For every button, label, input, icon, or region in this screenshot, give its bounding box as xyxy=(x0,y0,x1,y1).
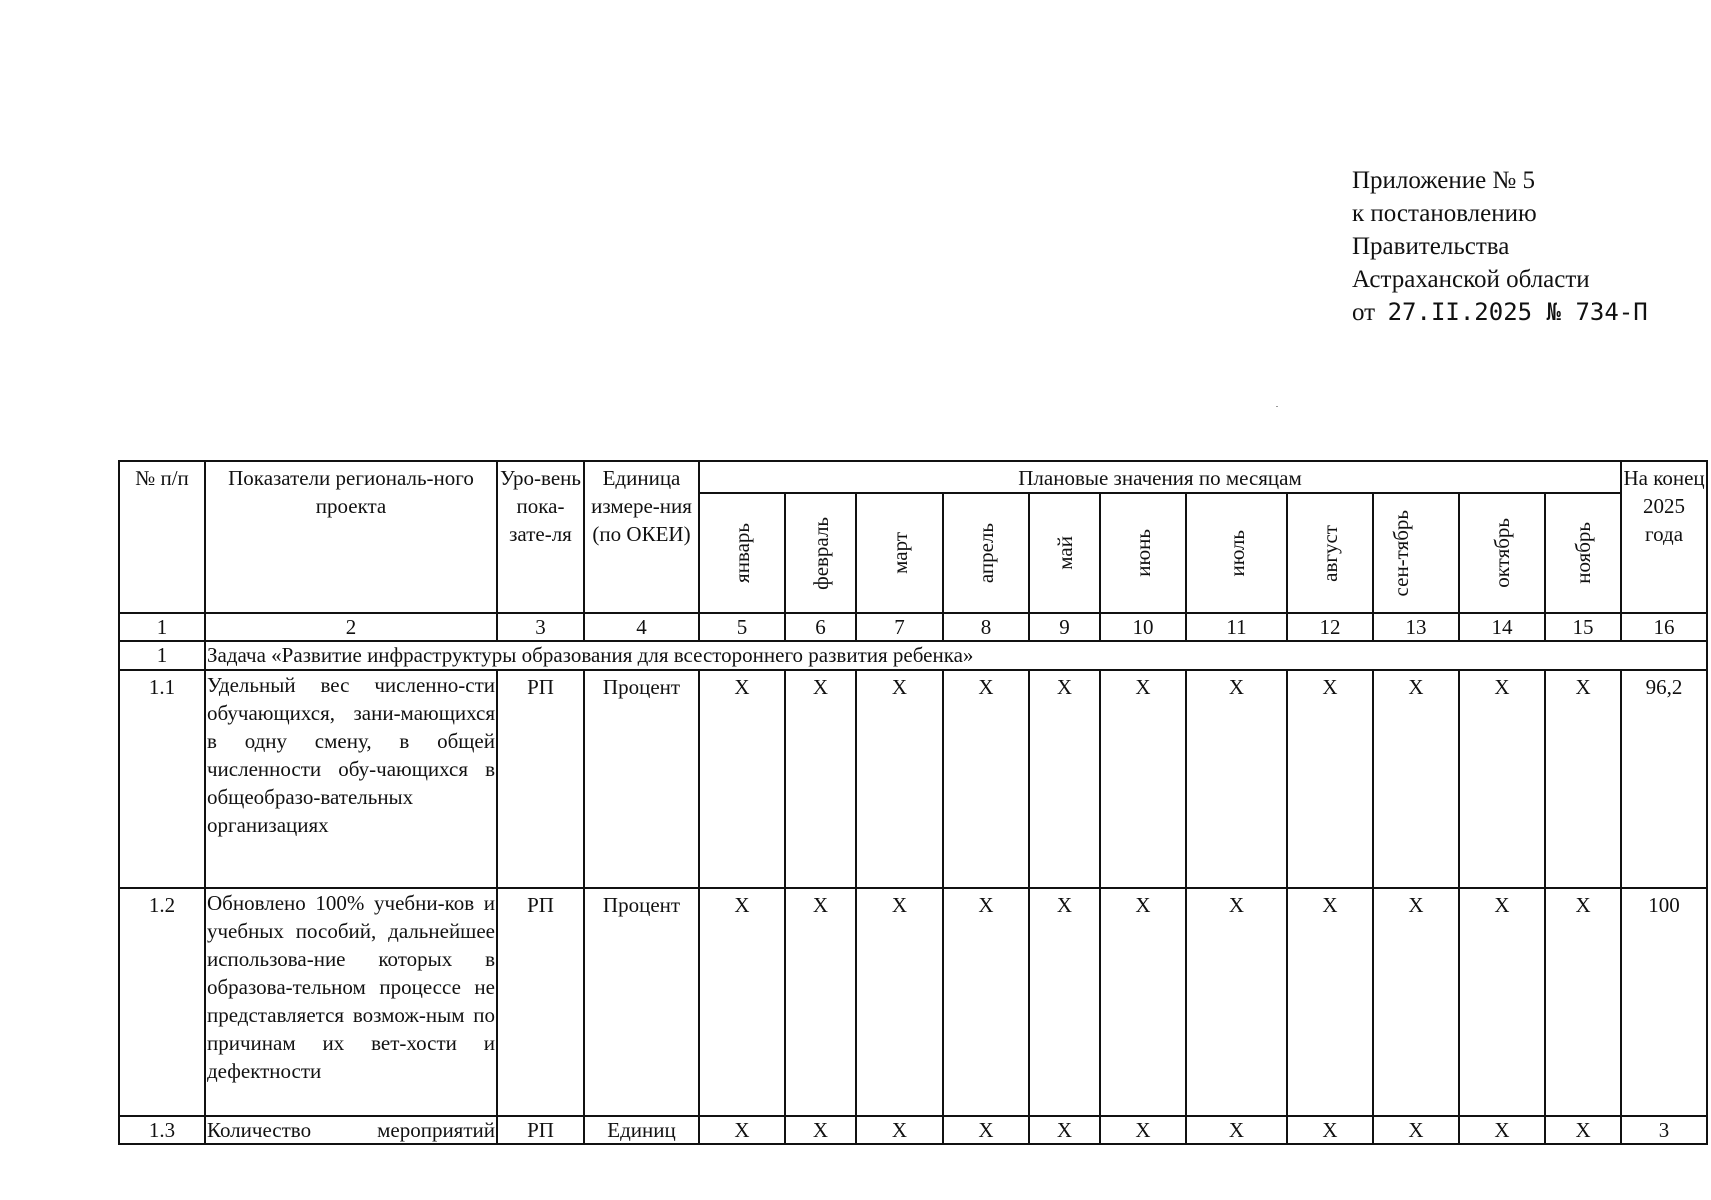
row-month-value: X xyxy=(1459,1116,1545,1144)
row-month-value: X xyxy=(1545,1116,1621,1144)
column-number: 10 xyxy=(1100,613,1186,641)
row-month-value: X xyxy=(943,1116,1029,1144)
row-month-value: X xyxy=(1287,888,1373,1116)
row-indicator: Количество мероприятий xyxy=(207,1118,495,1142)
row-end-value: 100 xyxy=(1621,888,1707,1116)
column-number: 14 xyxy=(1459,613,1545,641)
appendix-resolution: к постановлению xyxy=(1352,200,1537,227)
month-header xyxy=(1100,493,1186,613)
row-level: РП xyxy=(497,670,584,888)
column-number: 13 xyxy=(1373,613,1459,641)
month-label: октябрь xyxy=(1490,518,1514,588)
date-stamp: 27.II.2025 № 734-П xyxy=(1387,298,1648,326)
header-unit: Единица измере-ния (по ОКЕИ) xyxy=(584,461,699,613)
row-month-value: X xyxy=(1373,670,1459,888)
row-indicator: Удельный вес численно-сти обучающихся, зани-мающихся в одну смену, в общей численности обу-чающихся в общеобразо-вательных организациях xyxy=(205,670,497,888)
month-header xyxy=(1029,493,1100,613)
month-label: февраль xyxy=(808,516,833,590)
row-month-value: X xyxy=(1186,888,1287,1116)
row-month-value: X xyxy=(856,1116,943,1144)
month-header xyxy=(1545,493,1621,613)
date-prefix: от xyxy=(1352,299,1376,326)
scan-speck xyxy=(1276,406,1278,407)
table-row xyxy=(119,888,1707,1116)
month-header xyxy=(1186,493,1287,613)
month-header xyxy=(699,493,785,613)
appendix-government: Правительства xyxy=(1352,233,1510,260)
row-month-value: X xyxy=(1186,1116,1287,1144)
column-number: 1 xyxy=(119,613,205,641)
column-number: 7 xyxy=(856,613,943,641)
month-header xyxy=(785,493,856,613)
row-month-value: X xyxy=(699,670,785,888)
month-label: ноябрь xyxy=(1571,522,1596,584)
row-num: 1.3 xyxy=(119,1116,205,1144)
header-row-top xyxy=(119,461,1707,493)
row-month-value: X xyxy=(1373,1116,1459,1144)
appendix-date-line xyxy=(1352,296,1648,329)
row-num: 1.2 xyxy=(119,888,205,1116)
row-level: РП xyxy=(497,888,584,1116)
row-month-value: X xyxy=(943,670,1029,888)
row-month-value: X xyxy=(1100,1116,1186,1144)
column-number-row xyxy=(119,613,1707,641)
row-month-value: X xyxy=(1373,888,1459,1116)
appendix-title: Приложение № 5 xyxy=(1352,167,1536,194)
month-label: апрель xyxy=(974,522,998,584)
indicators-table xyxy=(118,460,1708,1145)
column-number: 8 xyxy=(943,613,1029,641)
row-month-value: X xyxy=(856,670,943,888)
column-number: 15 xyxy=(1545,613,1621,641)
column-number: 16 xyxy=(1621,613,1707,641)
appendix-region: Астраханской области xyxy=(1352,266,1590,293)
month-header xyxy=(1459,493,1545,613)
month-label: август xyxy=(1318,524,1342,582)
row-month-value: X xyxy=(699,888,785,1116)
row-month-value: X xyxy=(1459,670,1545,888)
row-month-value: X xyxy=(943,888,1029,1116)
month-label: март xyxy=(887,532,912,574)
header-monthly-values: Плановые значения по месяцам xyxy=(699,461,1621,493)
month-label: сен-тябрь xyxy=(1389,509,1413,597)
month-header xyxy=(856,493,943,613)
table-row xyxy=(119,670,1707,888)
row-month-value: X xyxy=(785,888,856,1116)
row-month-value: X xyxy=(856,888,943,1116)
column-number: 11 xyxy=(1186,613,1287,641)
row-month-value: X xyxy=(1186,670,1287,888)
row-month-value: X xyxy=(699,1116,785,1144)
column-number: 2 xyxy=(205,613,497,641)
month-label: июль xyxy=(1224,529,1249,577)
row-month-value: X xyxy=(1287,1116,1373,1144)
row-month-value: X xyxy=(1029,888,1100,1116)
appendix-block xyxy=(1352,164,1648,329)
row-unit: Единиц xyxy=(584,1116,699,1144)
row-end-value: 96,2 xyxy=(1621,670,1707,888)
task-num: 1 xyxy=(119,641,205,670)
row-num: 1.1 xyxy=(119,670,205,888)
header-level: Уро-вень пока-зате-ля xyxy=(497,461,584,613)
task-title: Задача «Развитие инфраструктуры образования для всестороннего развития ребенка» xyxy=(205,641,1707,670)
row-level: РП xyxy=(497,1116,584,1144)
month-header xyxy=(943,493,1029,613)
column-number: 5 xyxy=(699,613,785,641)
header-end-of-year: На конец 2025 года xyxy=(1621,461,1707,613)
task-row xyxy=(119,641,1707,670)
column-number: 4 xyxy=(584,613,699,641)
month-header xyxy=(1373,493,1459,613)
row-indicator: Обновлено 100% учебни-ков и учебных пособий, дальнейшее использова-ние которых в образова-тельном процессе не представляется возмож-ным по причинам их вет-хости и дефектности xyxy=(205,888,497,1116)
column-number: 3 xyxy=(497,613,584,641)
column-number: 6 xyxy=(785,613,856,641)
row-unit: Процент xyxy=(584,888,699,1116)
header-num: № п/п xyxy=(119,461,205,613)
row-month-value: X xyxy=(1459,888,1545,1116)
row-month-value: X xyxy=(1029,670,1100,888)
column-number: 12 xyxy=(1287,613,1373,641)
row-month-value: X xyxy=(1029,1116,1100,1144)
row-month-value: X xyxy=(1100,888,1186,1116)
row-month-value: X xyxy=(1100,670,1186,888)
row-end-value: 3 xyxy=(1621,1116,1707,1144)
column-number: 9 xyxy=(1029,613,1100,641)
row-month-value: X xyxy=(1545,888,1621,1116)
header-indicator: Показатели региональ-ного проекта xyxy=(205,461,497,613)
month-label: май xyxy=(1052,536,1077,570)
table-row xyxy=(119,1116,1707,1144)
month-label: январь xyxy=(730,523,754,583)
row-month-value: X xyxy=(785,1116,856,1144)
row-month-value: X xyxy=(1545,670,1621,888)
row-unit: Процент xyxy=(584,670,699,888)
month-label: июнь xyxy=(1131,529,1155,577)
month-header xyxy=(1287,493,1373,613)
row-month-value: X xyxy=(785,670,856,888)
row-month-value: X xyxy=(1287,670,1373,888)
